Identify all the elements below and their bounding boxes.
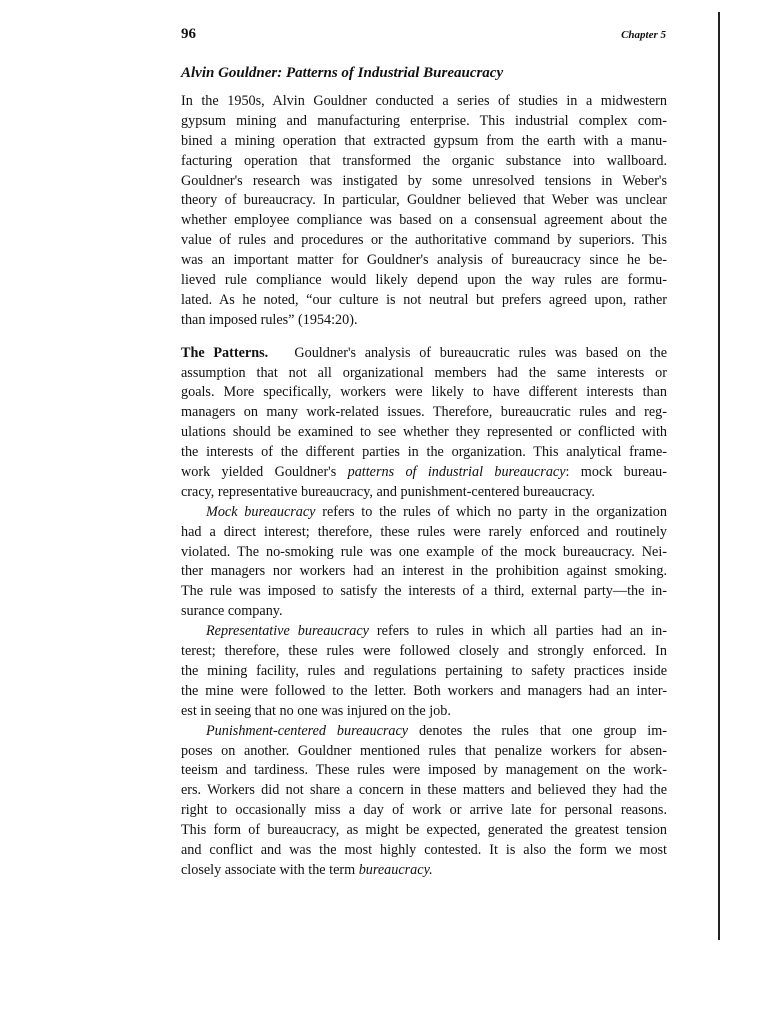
text-line xyxy=(181,344,667,364)
text-line: theory of bureaucracy. In particular, Gouldner believed that Weber was unclear xyxy=(181,192,667,209)
text-line: ulations should be examined to see whether they represented or conflicted with xyxy=(181,424,667,441)
text-line: right to occasionally miss a day of work or arrive late for personal reasons. xyxy=(181,802,667,819)
text-line: ers. Workers did not share a concern in these matters and believed they had the xyxy=(181,782,667,799)
text-line: poses on another. Gouldner mentioned rules that penalize workers for absen- xyxy=(181,742,667,759)
text-segment: denotes the rules that one group im- xyxy=(408,722,667,739)
italic-term: bureaucracy. xyxy=(358,861,433,878)
text-line: lieved rule compliance would likely depend upon the way rules are formu- xyxy=(181,272,667,289)
text-segment: closely associate with the term xyxy=(181,861,359,878)
text-line: est in seeing that no one was injured on the job. xyxy=(181,702,451,719)
italic-term: Mock bureaucracy xyxy=(206,503,316,520)
text-line: facturing operation that transformed the organic substance into wallboard. xyxy=(181,152,667,169)
paragraph-punishment-centered-bureaucracy xyxy=(181,722,667,881)
text-line xyxy=(181,463,667,483)
paragraph-patterns xyxy=(181,344,667,503)
text-line: than imposed rules” (1954:20). xyxy=(181,311,358,328)
text-segment: Gouldner's analysis of bureaucratic rules was based on the xyxy=(294,344,667,361)
text-line: teeism and tardiness. These rules were imposed by management on the work- xyxy=(181,762,667,779)
text-line: This form of bureaucracy, as might be expected, generated the greatest tension xyxy=(181,822,667,839)
text-line xyxy=(181,861,667,881)
text-segment: work yielded Gouldner's xyxy=(181,464,337,481)
page-header xyxy=(181,26,666,46)
text-line: lated. As he noted, “our culture is not neutral but prefers agreed upon, rather xyxy=(181,291,667,308)
text-line: and conflict and was the most highly contested. It is also the form we most xyxy=(181,841,667,858)
page-number: 96 xyxy=(181,26,196,42)
italic-term: Representative bureaucracy xyxy=(206,623,369,640)
run-in-heading: The Patterns. xyxy=(181,344,269,361)
text-line: was an important matter for Gouldner's analysis of bureaucracy since he be- xyxy=(181,252,667,269)
text-line: goals. More specifically, workers were likely to have different interests than xyxy=(181,384,667,401)
italic-term: patterns of industrial bureaucracy xyxy=(347,464,566,481)
text-line: ther managers nor workers had an interest in the prohibition against smoking. xyxy=(181,563,667,580)
text-line: assumption that not all organizational members had the same interests or xyxy=(181,364,667,381)
text-line: cracy, representative bureaucracy, and punishment-centered bureaucracy. xyxy=(181,483,595,500)
text-line: The rule was imposed to satisfy the interests of a third, external party—the in- xyxy=(181,583,667,600)
section-title: Alvin Gouldner: Patterns of Industrial Bureaucracy xyxy=(181,65,504,81)
text-segment: refers to the rules of which no party in the organization xyxy=(315,503,667,520)
text-line: Gouldner's research was instigated by some unresolved tensions in Weber's xyxy=(181,172,667,189)
paragraph-intro xyxy=(181,92,667,331)
text-line xyxy=(181,722,667,742)
text-line: had a direct interest; therefore, these rules were rarely enforced and routinely xyxy=(181,523,667,540)
text-line: the mine were followed to the letter. Both workers and managers had an inter- xyxy=(181,682,667,699)
text-line: managers on many work-related issues. Therefore, bureaucratic rules and reg- xyxy=(181,404,667,421)
paragraph-representative-bureaucracy xyxy=(181,622,667,721)
text-line: the interests of the different parties in the organization. This analytical frame- xyxy=(181,444,667,461)
text-line: In the 1950s, Alvin Gouldner conducted a series of studies in a midwestern xyxy=(181,93,667,109)
italic-term: Punishment-centered bureaucracy xyxy=(206,722,409,739)
paragraph-gap xyxy=(181,331,667,344)
text-segment: refers to rules in which all parties had an in- xyxy=(368,623,667,640)
paragraph-mock-bureaucracy xyxy=(181,503,667,622)
text-line: whether employee compliance was based on a consensual agreement about the xyxy=(181,212,667,229)
text-line: bined a mining operation that extracted gypsum from the earth with a manu- xyxy=(181,132,667,149)
running-head: Chapter 5 xyxy=(621,29,666,41)
text-segment: : mock bureau- xyxy=(565,464,667,481)
margin-rule xyxy=(718,12,720,940)
text-line: gypsum mining and manufacturing enterprise. This industrial complex com- xyxy=(181,112,667,129)
text-line xyxy=(181,503,667,523)
text-line: the mining facility, rules and regulations pertaining to safety practices inside xyxy=(181,662,667,679)
text-line: surance company. xyxy=(181,603,283,620)
text-line: violated. The no-smoking rule was one example of the mock bureaucracy. Nei- xyxy=(181,543,667,560)
text-line xyxy=(181,622,667,642)
text-line: value of rules and procedures or the authoritative command by superiors. This xyxy=(181,232,667,249)
text-line: terest; therefore, these rules were followed closely and strongly enforced. In xyxy=(181,643,667,660)
body-text xyxy=(181,92,667,881)
